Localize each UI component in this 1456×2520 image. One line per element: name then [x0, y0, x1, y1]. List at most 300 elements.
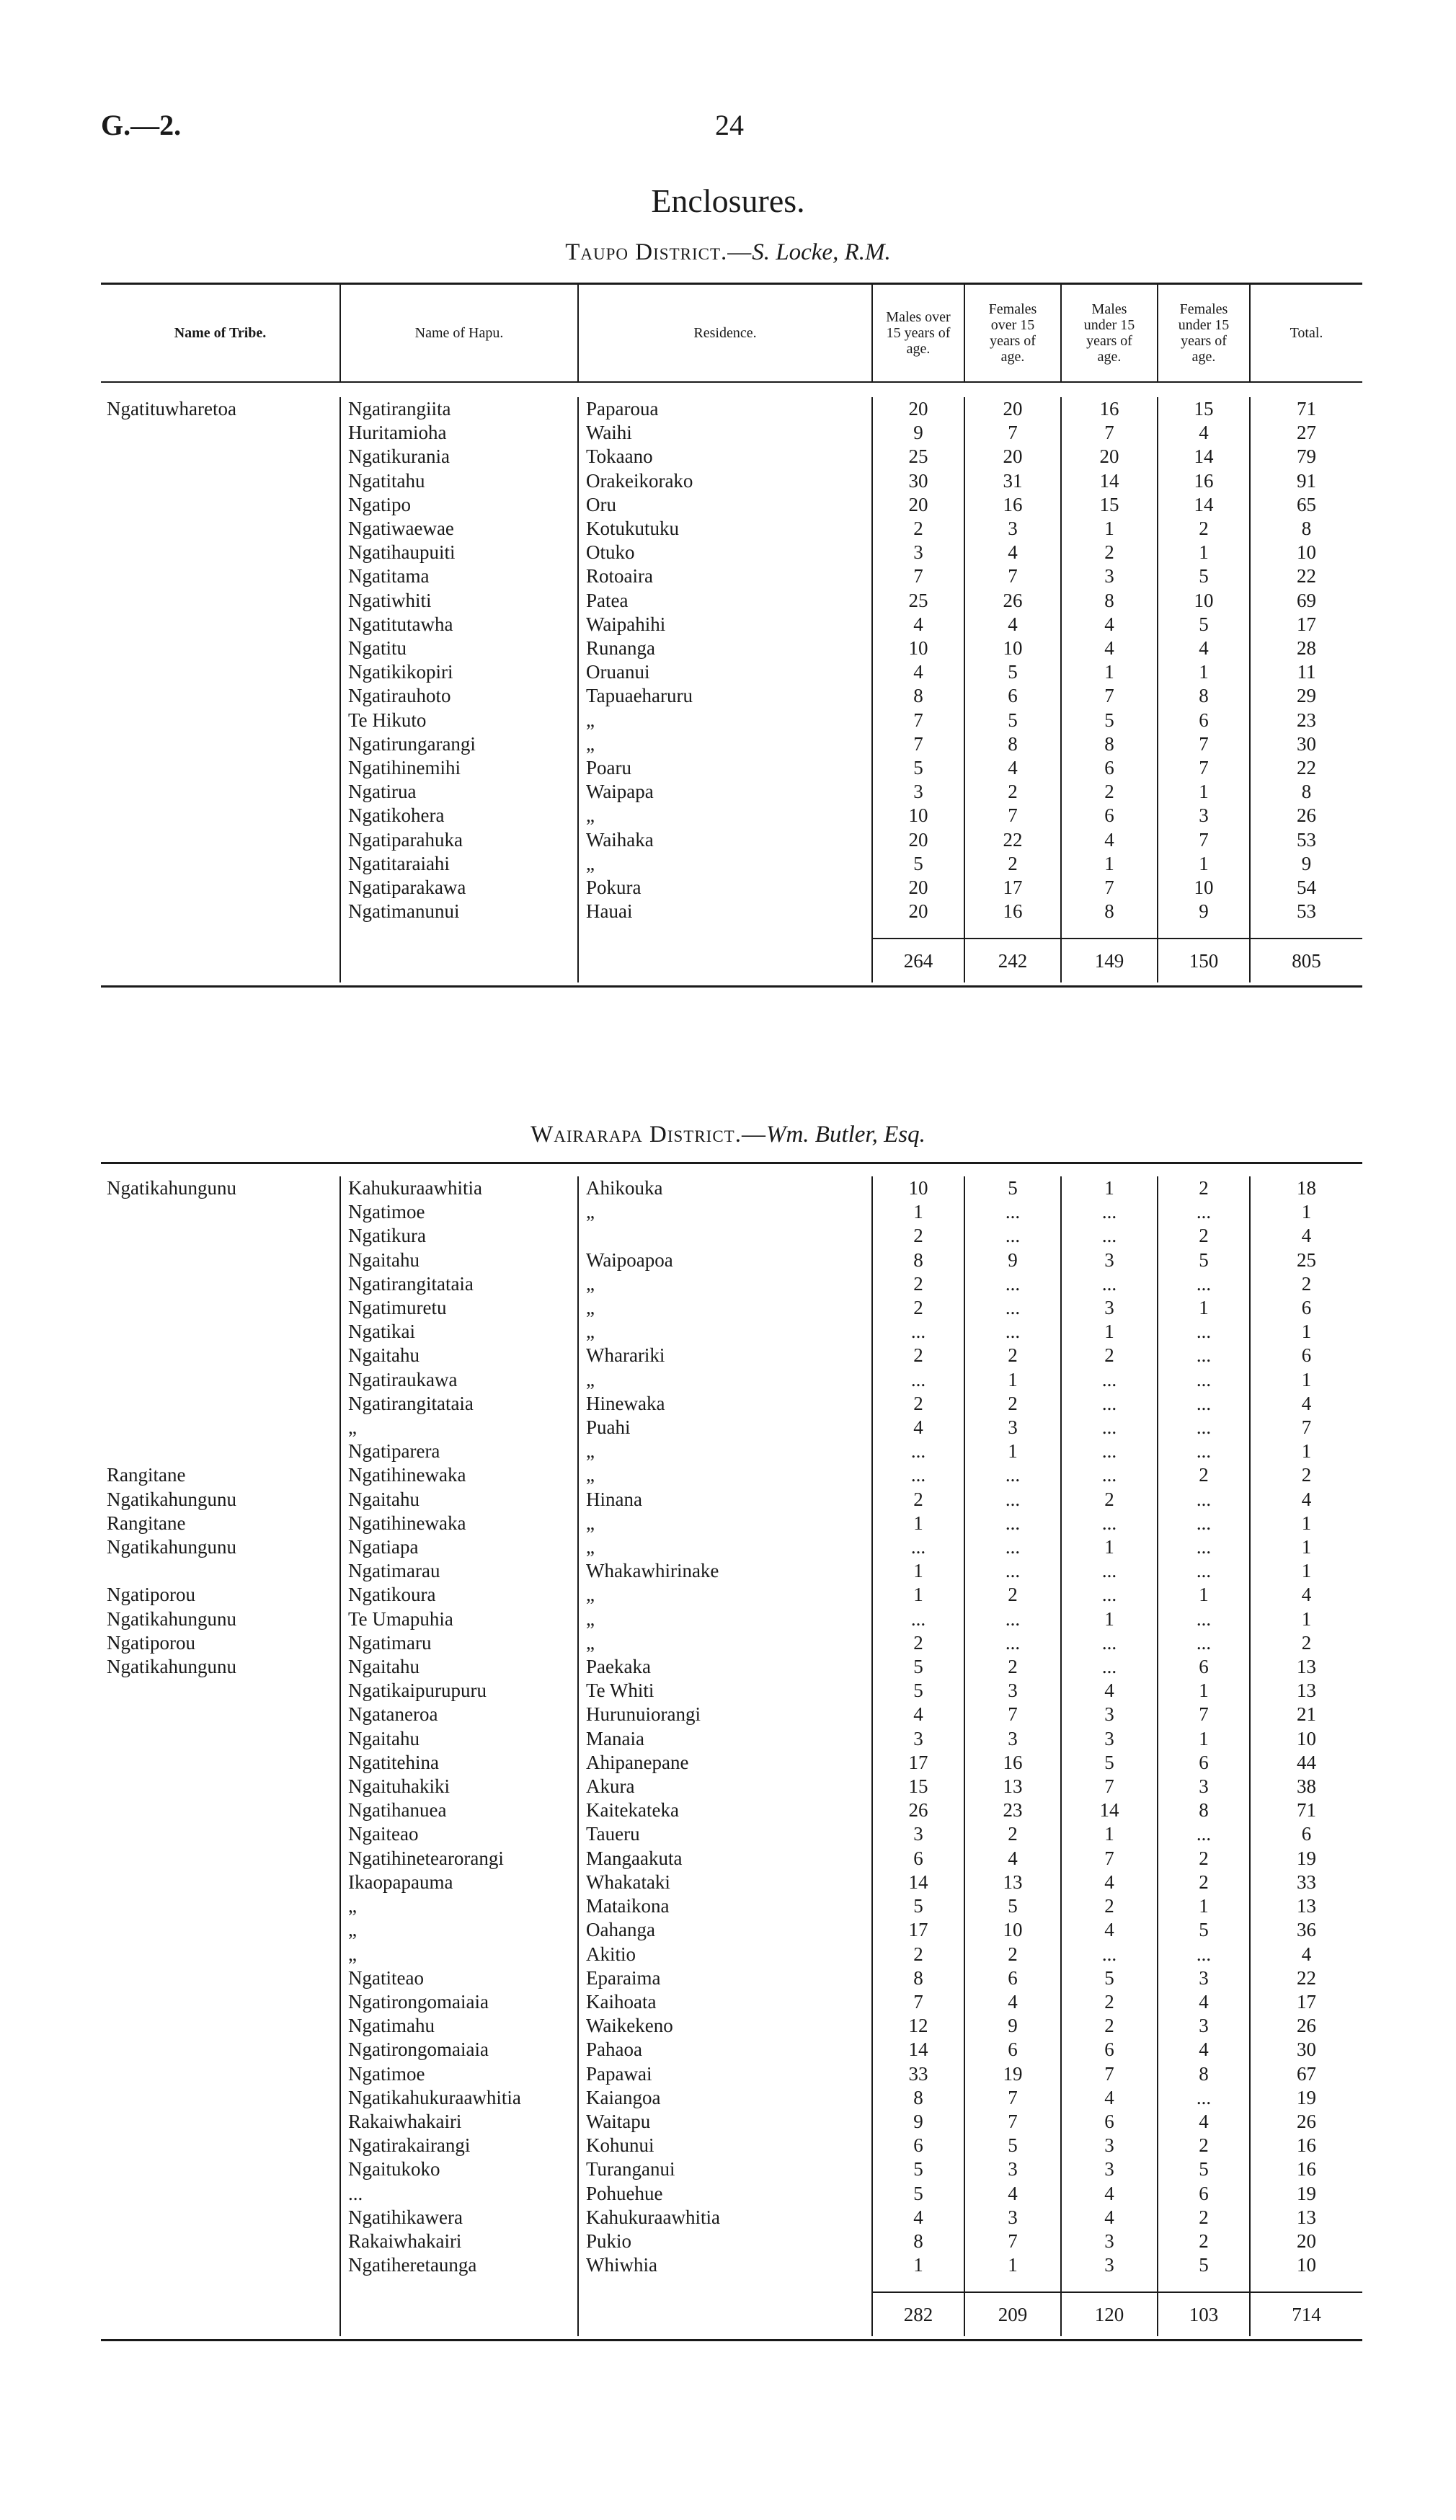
hapu-cell: Kahukuraawhitia	[340, 1176, 578, 1200]
residence-cell: Turanganui	[578, 2157, 872, 2181]
tribe-cell	[101, 636, 340, 660]
hapu-cell: Ngatirua	[340, 780, 578, 804]
count-cell-mo: 5	[872, 2157, 964, 2181]
count-cell-mo: 20	[872, 397, 964, 421]
count-cell-fo: 5	[964, 1894, 1061, 1918]
count-cell-mu: 2	[1061, 1894, 1158, 1918]
count-cell-t: 1	[1250, 1512, 1362, 1535]
taupo-district-heading	[0, 239, 1456, 266]
table-row	[101, 1583, 1362, 1607]
tribe-cell: Ngatikahungunu	[107, 1536, 236, 1558]
count-cell-t: 6	[1250, 1296, 1362, 1320]
tribe-cell	[101, 1439, 340, 1463]
count-cell-mo: 1	[872, 1200, 964, 1224]
count-cell-fo: 2	[964, 780, 1061, 804]
count-cell-fo: ...	[964, 1631, 1061, 1655]
table-row	[101, 469, 1362, 493]
count-cell-mu: ...	[1061, 1512, 1158, 1535]
count-cell-t: 67	[1250, 2062, 1362, 2086]
count-cell-mo: 2	[872, 1344, 964, 1367]
count-cell-mu: 1	[1061, 1607, 1158, 1631]
count-cell-mo: 6	[872, 2134, 964, 2157]
residence-cell: Hinana	[578, 1488, 872, 1512]
count-cell-mo: 20	[872, 876, 964, 900]
residence-cell: Wharariki	[578, 1344, 872, 1367]
hapu-cell: Ngatikai	[340, 1320, 578, 1344]
hapu-cell: Ngaitahu	[340, 1727, 578, 1751]
spacer-row	[101, 2277, 1362, 2292]
residence-cell: Kaiangoa	[578, 2086, 872, 2110]
col-header-females-over	[964, 285, 1061, 382]
count-cell-fo: 3	[964, 517, 1061, 541]
count-cell-fu: 4	[1158, 1990, 1250, 2014]
hapu-cell: Ngatikoura	[340, 1583, 578, 1607]
tribe-cell: Rangitane	[107, 1464, 186, 1486]
totals-row	[101, 2292, 1362, 2336]
count-cell-mo: 20	[872, 493, 964, 517]
count-cell-fo: 22	[964, 828, 1061, 852]
count-cell-fo: 10	[964, 636, 1061, 660]
table-row	[101, 636, 1362, 660]
taupo-officer: S. Locke, R.M.	[752, 239, 891, 265]
table-row	[101, 1751, 1362, 1775]
count-cell-fo: 9	[964, 1248, 1061, 1272]
count-cell-fo: 2	[964, 1392, 1061, 1416]
hapu-cell: Rakaiwhakairi	[340, 2230, 578, 2253]
tribe-cell	[101, 2134, 340, 2157]
col-header-females-over-text: Females over 15 years of age.	[988, 301, 1037, 365]
tribe-cell: Ngatikahungunu	[107, 1177, 236, 1199]
count-cell-fo: 1	[964, 1368, 1061, 1392]
count-cell-mu: ...	[1061, 1631, 1158, 1655]
count-cell-mo: 17	[872, 1918, 964, 1942]
count-cell-t: 19	[1250, 2086, 1362, 2110]
count-cell-fo: ...	[964, 1200, 1061, 1224]
spacer-cell	[1158, 923, 1250, 939]
count-cell-mo: 4	[872, 660, 964, 684]
tribe-cell	[101, 1368, 340, 1392]
hapu-cell: „	[340, 1894, 578, 1918]
hapu-cell: Ngatihanuea	[340, 1798, 578, 1822]
document-reference: G.—2.	[101, 109, 182, 141]
count-cell-mo: 2	[872, 1224, 964, 1248]
hapu-cell: Ikaopapauma	[340, 1871, 578, 1894]
table-row	[101, 421, 1362, 445]
count-cell-fo: 6	[964, 2038, 1061, 2062]
tribe-cell	[101, 1224, 340, 1248]
count-cell-mo: 25	[872, 445, 964, 469]
count-cell-t: 10	[1250, 541, 1362, 564]
col-header-total: Total.	[1250, 285, 1362, 382]
count-cell-mo: 1	[872, 1583, 964, 1607]
hapu-cell: Ngaituhakiki	[340, 1775, 578, 1798]
count-cell-t: 30	[1250, 732, 1362, 756]
count-cell-t: 6	[1250, 1344, 1362, 1367]
table-row	[101, 1248, 1362, 1272]
count-cell-mo: 10	[872, 636, 964, 660]
count-cell-fu: 1	[1158, 541, 1250, 564]
count-cell-fu: 14	[1158, 445, 1250, 469]
count-cell-mo: 12	[872, 2014, 964, 2038]
count-cell-t: 30	[1250, 2038, 1362, 2062]
table-row	[101, 684, 1362, 708]
count-cell-fu: 10	[1158, 589, 1250, 613]
count-cell-fu: ...	[1158, 1320, 1250, 1344]
count-cell-fu: 1	[1158, 660, 1250, 684]
count-cell-mu: 4	[1061, 636, 1158, 660]
table-row	[101, 2206, 1362, 2230]
count-cell-fu: ...	[1158, 1368, 1250, 1392]
count-cell-fo: ...	[964, 1224, 1061, 1248]
count-cell-t: 1	[1250, 1320, 1362, 1344]
residence-cell: Kohunui	[578, 2134, 872, 2157]
table-row	[101, 589, 1362, 613]
table-row	[101, 2014, 1362, 2038]
hapu-cell: Ngatirauhoto	[340, 684, 578, 708]
count-cell-mu: 2	[1061, 1488, 1158, 1512]
count-cell-t: 16	[1250, 2134, 1362, 2157]
count-cell-mu: 3	[1061, 2230, 1158, 2253]
total-cell-mo: 282	[872, 2292, 964, 2336]
hapu-cell: Ngatiwhiti	[340, 589, 578, 613]
count-cell-fo: 31	[964, 469, 1061, 493]
count-cell-fu: 5	[1158, 1248, 1250, 1272]
residence-cell: Taueru	[578, 1822, 872, 1846]
tribe-cell	[101, 900, 340, 923]
count-cell-t: 20	[1250, 2230, 1362, 2253]
count-cell-fu: ...	[1158, 1392, 1250, 1416]
totals-blank	[340, 939, 578, 982]
count-cell-fu: 2	[1158, 1463, 1250, 1487]
residence-cell: Mangaakuta	[578, 1847, 872, 1871]
hapu-cell: Ngaitahu	[340, 1488, 578, 1512]
count-cell-fu: ...	[1158, 2086, 1250, 2110]
spacer-cell	[1250, 923, 1362, 939]
count-cell-mo: 8	[872, 684, 964, 708]
count-cell-t: 18	[1250, 1176, 1362, 1200]
count-cell-fo: 13	[964, 1871, 1061, 1894]
table-row	[101, 2134, 1362, 2157]
count-cell-fo: 10	[964, 1918, 1061, 1942]
count-cell-mu: 7	[1061, 1775, 1158, 1798]
residence-cell: Waipoapoa	[578, 1248, 872, 1272]
residence-cell: Ahipanepane	[578, 1751, 872, 1775]
count-cell-t: 7	[1250, 1416, 1362, 1439]
hapu-cell: Ngatimuretu	[340, 1296, 578, 1320]
count-cell-mu: 3	[1061, 1727, 1158, 1751]
count-cell-fu: 1	[1158, 780, 1250, 804]
spacer-cell	[578, 923, 872, 939]
count-cell-fo: 5	[964, 660, 1061, 684]
count-cell-t: 26	[1250, 804, 1362, 828]
hapu-cell: Ngaitukoko	[340, 2157, 578, 2181]
count-cell-fo: 4	[964, 541, 1061, 564]
residence-cell: Kaihoata	[578, 1990, 872, 2014]
count-cell-fu: 2	[1158, 1224, 1250, 1248]
totals-row	[101, 939, 1362, 982]
col-header-males-under	[1061, 285, 1158, 382]
wairarapa-district-heading	[0, 1122, 1456, 1148]
tribe-cell	[101, 421, 340, 445]
count-cell-mu: 16	[1061, 397, 1158, 421]
table-row	[101, 1200, 1362, 1224]
spacer-cell	[101, 923, 340, 939]
count-cell-t: 10	[1250, 2253, 1362, 2277]
count-cell-t: 53	[1250, 828, 1362, 852]
count-cell-fo: 3	[964, 1727, 1061, 1751]
count-cell-mu: 2	[1061, 1344, 1158, 1367]
count-cell-t: 27	[1250, 421, 1362, 445]
count-cell-fo: 3	[964, 1416, 1061, 1439]
count-cell-t: 26	[1250, 2110, 1362, 2134]
residence-cell: Akitio	[578, 1943, 872, 1966]
total-cell-mu: 149	[1061, 939, 1158, 982]
wairarapa-bottom-rule	[101, 2339, 1362, 2341]
residence-cell: Pohuehue	[578, 2182, 872, 2206]
tribe-cell	[101, 517, 340, 541]
tribe-cell	[101, 876, 340, 900]
tribe-cell	[101, 1822, 340, 1846]
count-cell-mu: 3	[1061, 2157, 1158, 2181]
table-row	[101, 1847, 1362, 1871]
hapu-cell: Ngatiraukawa	[340, 1368, 578, 1392]
count-cell-fo: 23	[964, 1798, 1061, 1822]
count-cell-fo: 7	[964, 804, 1061, 828]
count-cell-mu: 8	[1061, 589, 1158, 613]
table-row	[101, 1439, 1362, 1463]
count-cell-mo: 10	[872, 804, 964, 828]
totals-blank	[101, 939, 340, 982]
count-cell-fu: 9	[1158, 900, 1250, 923]
hapu-cell: Ngatirangitataia	[340, 1392, 578, 1416]
residence-cell	[578, 1224, 872, 1248]
count-cell-mu: 7	[1061, 2062, 1158, 2086]
tribe-cell	[101, 541, 340, 564]
residence-cell: Whakataki	[578, 1871, 872, 1894]
count-cell-mu: ...	[1061, 1943, 1158, 1966]
count-cell-mo: 4	[872, 613, 964, 636]
count-cell-mu: 1	[1061, 1822, 1158, 1846]
spacer-cell	[964, 923, 1061, 939]
table-row	[101, 1368, 1362, 1392]
count-cell-fu: 6	[1158, 709, 1250, 732]
count-cell-mu: 3	[1061, 1248, 1158, 1272]
count-cell-fo: 3	[964, 1679, 1061, 1703]
count-cell-mo: 5	[872, 852, 964, 876]
tribe-cell	[101, 2253, 340, 2277]
tribe-cell	[101, 780, 340, 804]
hapu-cell: Ngatihinewaka	[340, 1463, 578, 1487]
count-cell-t: 1	[1250, 1368, 1362, 1392]
residence-cell: Waihaka	[578, 828, 872, 852]
table-row	[101, 541, 1362, 564]
residence-cell: Hauai	[578, 900, 872, 923]
count-cell-t: 28	[1250, 636, 1362, 660]
count-cell-mu: 4	[1061, 2206, 1158, 2230]
count-cell-t: 22	[1250, 756, 1362, 780]
count-cell-fo: 6	[964, 684, 1061, 708]
hapu-cell: Ngatirakairangi	[340, 2134, 578, 2157]
spacer-cell	[1061, 2277, 1158, 2292]
table-row	[101, 660, 1362, 684]
count-cell-mu: 2	[1061, 2014, 1158, 2038]
count-cell-fu: 8	[1158, 2062, 1250, 2086]
hapu-cell: Ngatirongomaiaia	[340, 1990, 578, 2014]
count-cell-mu: 4	[1061, 2086, 1158, 2110]
count-cell-fu: ...	[1158, 1607, 1250, 1631]
count-cell-t: 19	[1250, 2182, 1362, 2206]
count-cell-mu: 3	[1061, 1296, 1158, 1320]
count-cell-fo: 5	[964, 709, 1061, 732]
taupo-bottom-rule	[101, 985, 1362, 988]
hapu-cell: Ngatirongomaiaia	[340, 2038, 578, 2062]
residence-cell: „	[578, 1607, 872, 1631]
count-cell-mo: 7	[872, 709, 964, 732]
count-cell-t: 1	[1250, 1200, 1362, 1224]
count-cell-mo: 9	[872, 2110, 964, 2134]
table-row	[101, 1320, 1362, 1344]
taupo-table	[101, 285, 1362, 982]
count-cell-mo: 5	[872, 756, 964, 780]
count-cell-fu: 2	[1158, 1871, 1250, 1894]
count-cell-t: 1	[1250, 1559, 1362, 1583]
spacer-cell	[1061, 923, 1158, 939]
count-cell-fu: 7	[1158, 732, 1250, 756]
spacer-cell	[340, 2277, 578, 2292]
hapu-cell: Ngatiparera	[340, 1439, 578, 1463]
tribe-cell: Ngatikahungunu	[107, 1607, 236, 1630]
count-cell-fu: ...	[1158, 1559, 1250, 1583]
count-cell-fo: 7	[964, 564, 1061, 588]
count-cell-t: 11	[1250, 660, 1362, 684]
col-header-males-under-text: Males under 15 years of age.	[1083, 301, 1135, 365]
residence-cell: Waipahihi	[578, 613, 872, 636]
tribe-cell	[101, 589, 340, 613]
residence-cell: „	[578, 1296, 872, 1320]
table-row	[101, 1775, 1362, 1798]
count-cell-mu: 5	[1061, 1966, 1158, 1990]
table-row	[101, 1463, 1362, 1487]
total-cell-fo: 242	[964, 939, 1061, 982]
count-cell-fo: 7	[964, 2230, 1061, 2253]
count-cell-mo: 1	[872, 2253, 964, 2277]
count-cell-mo: 5	[872, 1679, 964, 1703]
col-header-males-over	[872, 285, 964, 382]
table-row	[101, 804, 1362, 828]
count-cell-t: 17	[1250, 613, 1362, 636]
count-cell-mo: 5	[872, 2182, 964, 2206]
count-cell-fo: ...	[964, 1272, 1061, 1296]
count-cell-t: 79	[1250, 445, 1362, 469]
count-cell-fu: ...	[1158, 1512, 1250, 1535]
count-cell-mo: 14	[872, 2038, 964, 2062]
table-row	[101, 2110, 1362, 2134]
spacer-cell	[101, 2277, 340, 2292]
count-cell-mu: 2	[1061, 541, 1158, 564]
count-cell-mo: 5	[872, 1894, 964, 1918]
count-cell-t: 22	[1250, 1966, 1362, 1990]
count-cell-mo: ...	[872, 1320, 964, 1344]
residence-cell: Papawai	[578, 2062, 872, 2086]
table-row	[101, 1727, 1362, 1751]
count-cell-fo: 4	[964, 1990, 1061, 2014]
tribe-cell	[101, 660, 340, 684]
table-row	[101, 1512, 1362, 1535]
residence-cell: Pahaoa	[578, 2038, 872, 2062]
table-row	[101, 2038, 1362, 2062]
count-cell-t: 13	[1250, 1679, 1362, 1703]
tribe-cell	[101, 1272, 340, 1296]
count-cell-fo: 4	[964, 1847, 1061, 1871]
count-cell-fu: 14	[1158, 493, 1250, 517]
count-cell-mu: 6	[1061, 804, 1158, 828]
count-cell-mo: 3	[872, 541, 964, 564]
count-cell-mu: 4	[1061, 828, 1158, 852]
count-cell-t: 36	[1250, 1918, 1362, 1942]
hapu-cell: Ngatirungarangi	[340, 732, 578, 756]
hapu-cell: Rakaiwhakairi	[340, 2110, 578, 2134]
residence-cell: Whiwhia	[578, 2253, 872, 2277]
count-cell-fo: 20	[964, 397, 1061, 421]
count-cell-mu: ...	[1061, 1224, 1158, 1248]
table-row	[101, 2253, 1362, 2277]
count-cell-mu: 1	[1061, 517, 1158, 541]
residence-cell: Kaitekateka	[578, 1798, 872, 1822]
tribe-cell	[101, 2014, 340, 2038]
hapu-cell: Ngatipo	[340, 493, 578, 517]
count-cell-mo: 4	[872, 2206, 964, 2230]
hapu-cell: Ngatiwaewae	[340, 517, 578, 541]
page-title: Enclosures.	[651, 182, 805, 219]
residence-cell: Oahanga	[578, 1918, 872, 1942]
table-row	[101, 493, 1362, 517]
count-cell-mu: 7	[1061, 876, 1158, 900]
count-cell-t: 2	[1250, 1463, 1362, 1487]
spacer-cell	[340, 923, 578, 939]
count-cell-mo: 30	[872, 469, 964, 493]
count-cell-fo: ...	[964, 1320, 1061, 1344]
tribe-cell	[101, 1559, 340, 1583]
residence-cell: „	[578, 1631, 872, 1655]
table-row	[101, 1703, 1362, 1726]
hapu-cell: Ngatirangiita	[340, 397, 578, 421]
table-row	[101, 1416, 1362, 1439]
residence-cell: Runanga	[578, 636, 872, 660]
count-cell-fu: 7	[1158, 1703, 1250, 1726]
col-header-females-under-text: Females under 15 years of age.	[1178, 301, 1230, 365]
col-header-females-under	[1158, 285, 1250, 382]
hapu-cell: „	[340, 1416, 578, 1439]
count-cell-t: 71	[1250, 397, 1362, 421]
residence-cell: „	[578, 1583, 872, 1607]
count-cell-fu: 4	[1158, 421, 1250, 445]
totals-blank	[578, 939, 872, 982]
tribe-cell	[101, 2230, 340, 2253]
tribe-cell	[101, 732, 340, 756]
count-cell-fo: ...	[964, 1607, 1061, 1631]
count-cell-mo: 3	[872, 1727, 964, 1751]
count-cell-mu: 6	[1061, 2110, 1158, 2134]
tribe-cell	[101, 2062, 340, 2086]
count-cell-mu: 14	[1061, 1798, 1158, 1822]
count-cell-mu: ...	[1061, 1416, 1158, 1439]
count-cell-t: 2	[1250, 1272, 1362, 1296]
count-cell-fo: ...	[964, 1463, 1061, 1487]
residence-cell: Waipapa	[578, 780, 872, 804]
count-cell-mo: 7	[872, 732, 964, 756]
count-cell-mu: 8	[1061, 900, 1158, 923]
tribe-cell	[101, 1990, 340, 2014]
